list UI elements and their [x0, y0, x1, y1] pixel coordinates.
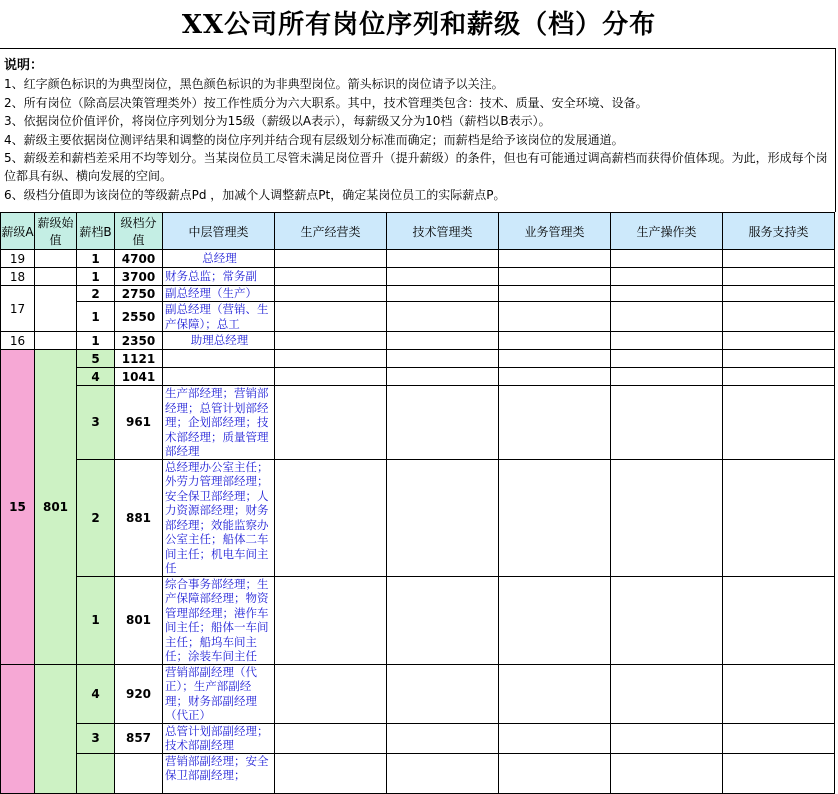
grade-cell — [1, 664, 35, 793]
table-row — [1, 459, 835, 576]
table-row — [1, 350, 835, 368]
col-service-support-header: 服务支持类 — [723, 213, 835, 250]
score-cell: 961 — [115, 386, 163, 460]
score-cell: 2350 — [115, 332, 163, 350]
table-row — [1, 664, 835, 723]
grade-start-cell: 801 — [35, 350, 77, 665]
step-cell: 3 — [77, 386, 115, 460]
position-cell: 综合事务部经理；生产保障部经理；物资管理部经理；港作车间主任；船体一车间主任；船坞车间主任；涂装车间主任 — [163, 576, 275, 664]
table-row — [1, 302, 835, 332]
step-cell: 2 — [77, 286, 115, 302]
score-cell: 881 — [115, 459, 163, 576]
position-cell: 营销部副经理（代正）；生产部副经理；财务部副经理（代正） — [163, 664, 275, 723]
note-line-5: 5、薪级差和薪档差采用不均等划分。当某岗位员工尽管未满足岗位晋升（提升薪级）的条件，但也有可能通过调高薪档而获得价值体现。为此，形成每个岗位都具有纵、横向发展的空间。 — [4, 151, 828, 184]
page-title: XX公司所有岗位序列和薪级（档）分布 — [181, 10, 657, 40]
position-cell: 总管计划部副经理；技术部副经理 — [163, 723, 275, 753]
step-cell: 4 — [77, 664, 115, 723]
step-cell: 1 — [77, 332, 115, 350]
col-tech-management-header: 技术管理类 — [387, 213, 499, 250]
table-row — [1, 268, 835, 286]
note-line-2: 2、所有岗位（除高层决策管理类外）按工作性质分为六大职系。其中，技术管理类包含：技术、质量、安全环境、设备。 — [4, 95, 648, 110]
step-cell: 2 — [77, 459, 115, 576]
col-business-management-header: 业务管理类 — [499, 213, 611, 250]
step-cell: 3 — [77, 723, 115, 753]
grade-cell: 15 — [1, 350, 35, 665]
score-cell: 1121 — [115, 350, 163, 368]
table-row — [1, 576, 835, 664]
table-row — [1, 386, 835, 460]
table-row — [1, 250, 835, 268]
col-production-business-header: 生产经营类 — [275, 213, 387, 250]
position-cell: 财务总监；常务副 — [163, 268, 275, 286]
score-cell: 857 — [115, 723, 163, 753]
step-cell: 1 — [77, 268, 115, 286]
position-cell: 总经理 — [202, 251, 237, 266]
step-cell: 1 — [77, 576, 115, 664]
col-grade-start-header: 薪级始值 — [35, 213, 77, 250]
note-line-3: 3、依据岗位价值评价，将岗位序列划分为15级（薪级以A表示），每薪级又分为10档（薪档以B表示）。 — [4, 114, 551, 129]
table-row — [1, 753, 835, 793]
grade-cell: 19 — [1, 250, 35, 268]
position-cell: 营销部副经理；安全保卫部副经理； — [163, 753, 275, 793]
col-production-operation-header: 生产操作类 — [611, 213, 723, 250]
notes-section — [0, 48, 836, 212]
notes-heading: 说明： — [4, 58, 44, 73]
step-cell: 1 — [77, 250, 115, 268]
position-cell: 助理总经理 — [190, 333, 249, 348]
table-row — [1, 368, 835, 386]
col-grade-header: 薪级A — [1, 213, 35, 250]
note-line-6: 6、级档分值即为该岗位的等级薪点Pd ，加减个人调整薪点Pt，确定某岗位员工的实际薪点P。 — [4, 187, 506, 202]
score-cell: 801 — [115, 576, 163, 664]
grade-cell: 16 — [1, 332, 35, 350]
score-cell: 2550 — [115, 302, 163, 332]
score-cell: 4700 — [115, 250, 163, 268]
score-cell: 1041 — [115, 368, 163, 386]
table-row — [1, 723, 835, 753]
step-cell: 5 — [77, 350, 115, 368]
grade-cell: 17 — [1, 286, 35, 332]
position-cell: 生产部经理；营销部经理；总管计划部经理；企划部经理；技术部经理；质量管理部经理 — [163, 386, 275, 460]
step-cell: 4 — [77, 368, 115, 386]
grade-cell: 18 — [1, 268, 35, 286]
step-cell: 1 — [77, 302, 115, 332]
position-cell: 副总经理（营销、生产保障）；总工 — [163, 302, 275, 332]
score-cell: 920 — [115, 664, 163, 723]
position-cell: 总经理办公室主任；外劳力管理部经理；安全保卫部经理；人力资源部经理；财务部经理；效能监察办公室主任；船体二车间主任；机电车间主任 — [163, 459, 275, 576]
position-cell: 副总经理（生产） — [163, 286, 275, 302]
grade-start-cell — [35, 664, 77, 793]
note-line-1: 1、红字颜色标识的为典型岗位，黑色颜色标识的为非典型岗位。箭头标识的岗位请予以关注。 — [4, 77, 504, 92]
salary-grade-table — [0, 212, 835, 794]
score-cell: 2750 — [115, 286, 163, 302]
col-step-header: 薪档B — [77, 213, 115, 250]
col-mid-management-header: 中层管理类 — [163, 213, 275, 250]
table-row — [1, 286, 835, 302]
col-score-header: 级档分值 — [115, 213, 163, 250]
note-line-4: 4、薪级主要依据岗位测评结果和调整的岗位序列并结合现有层级划分标准而确定；而薪档是给予该岗位的发展通道。 — [4, 132, 624, 147]
header-row — [1, 213, 835, 250]
table-row — [1, 332, 835, 350]
score-cell: 3700 — [115, 268, 163, 286]
